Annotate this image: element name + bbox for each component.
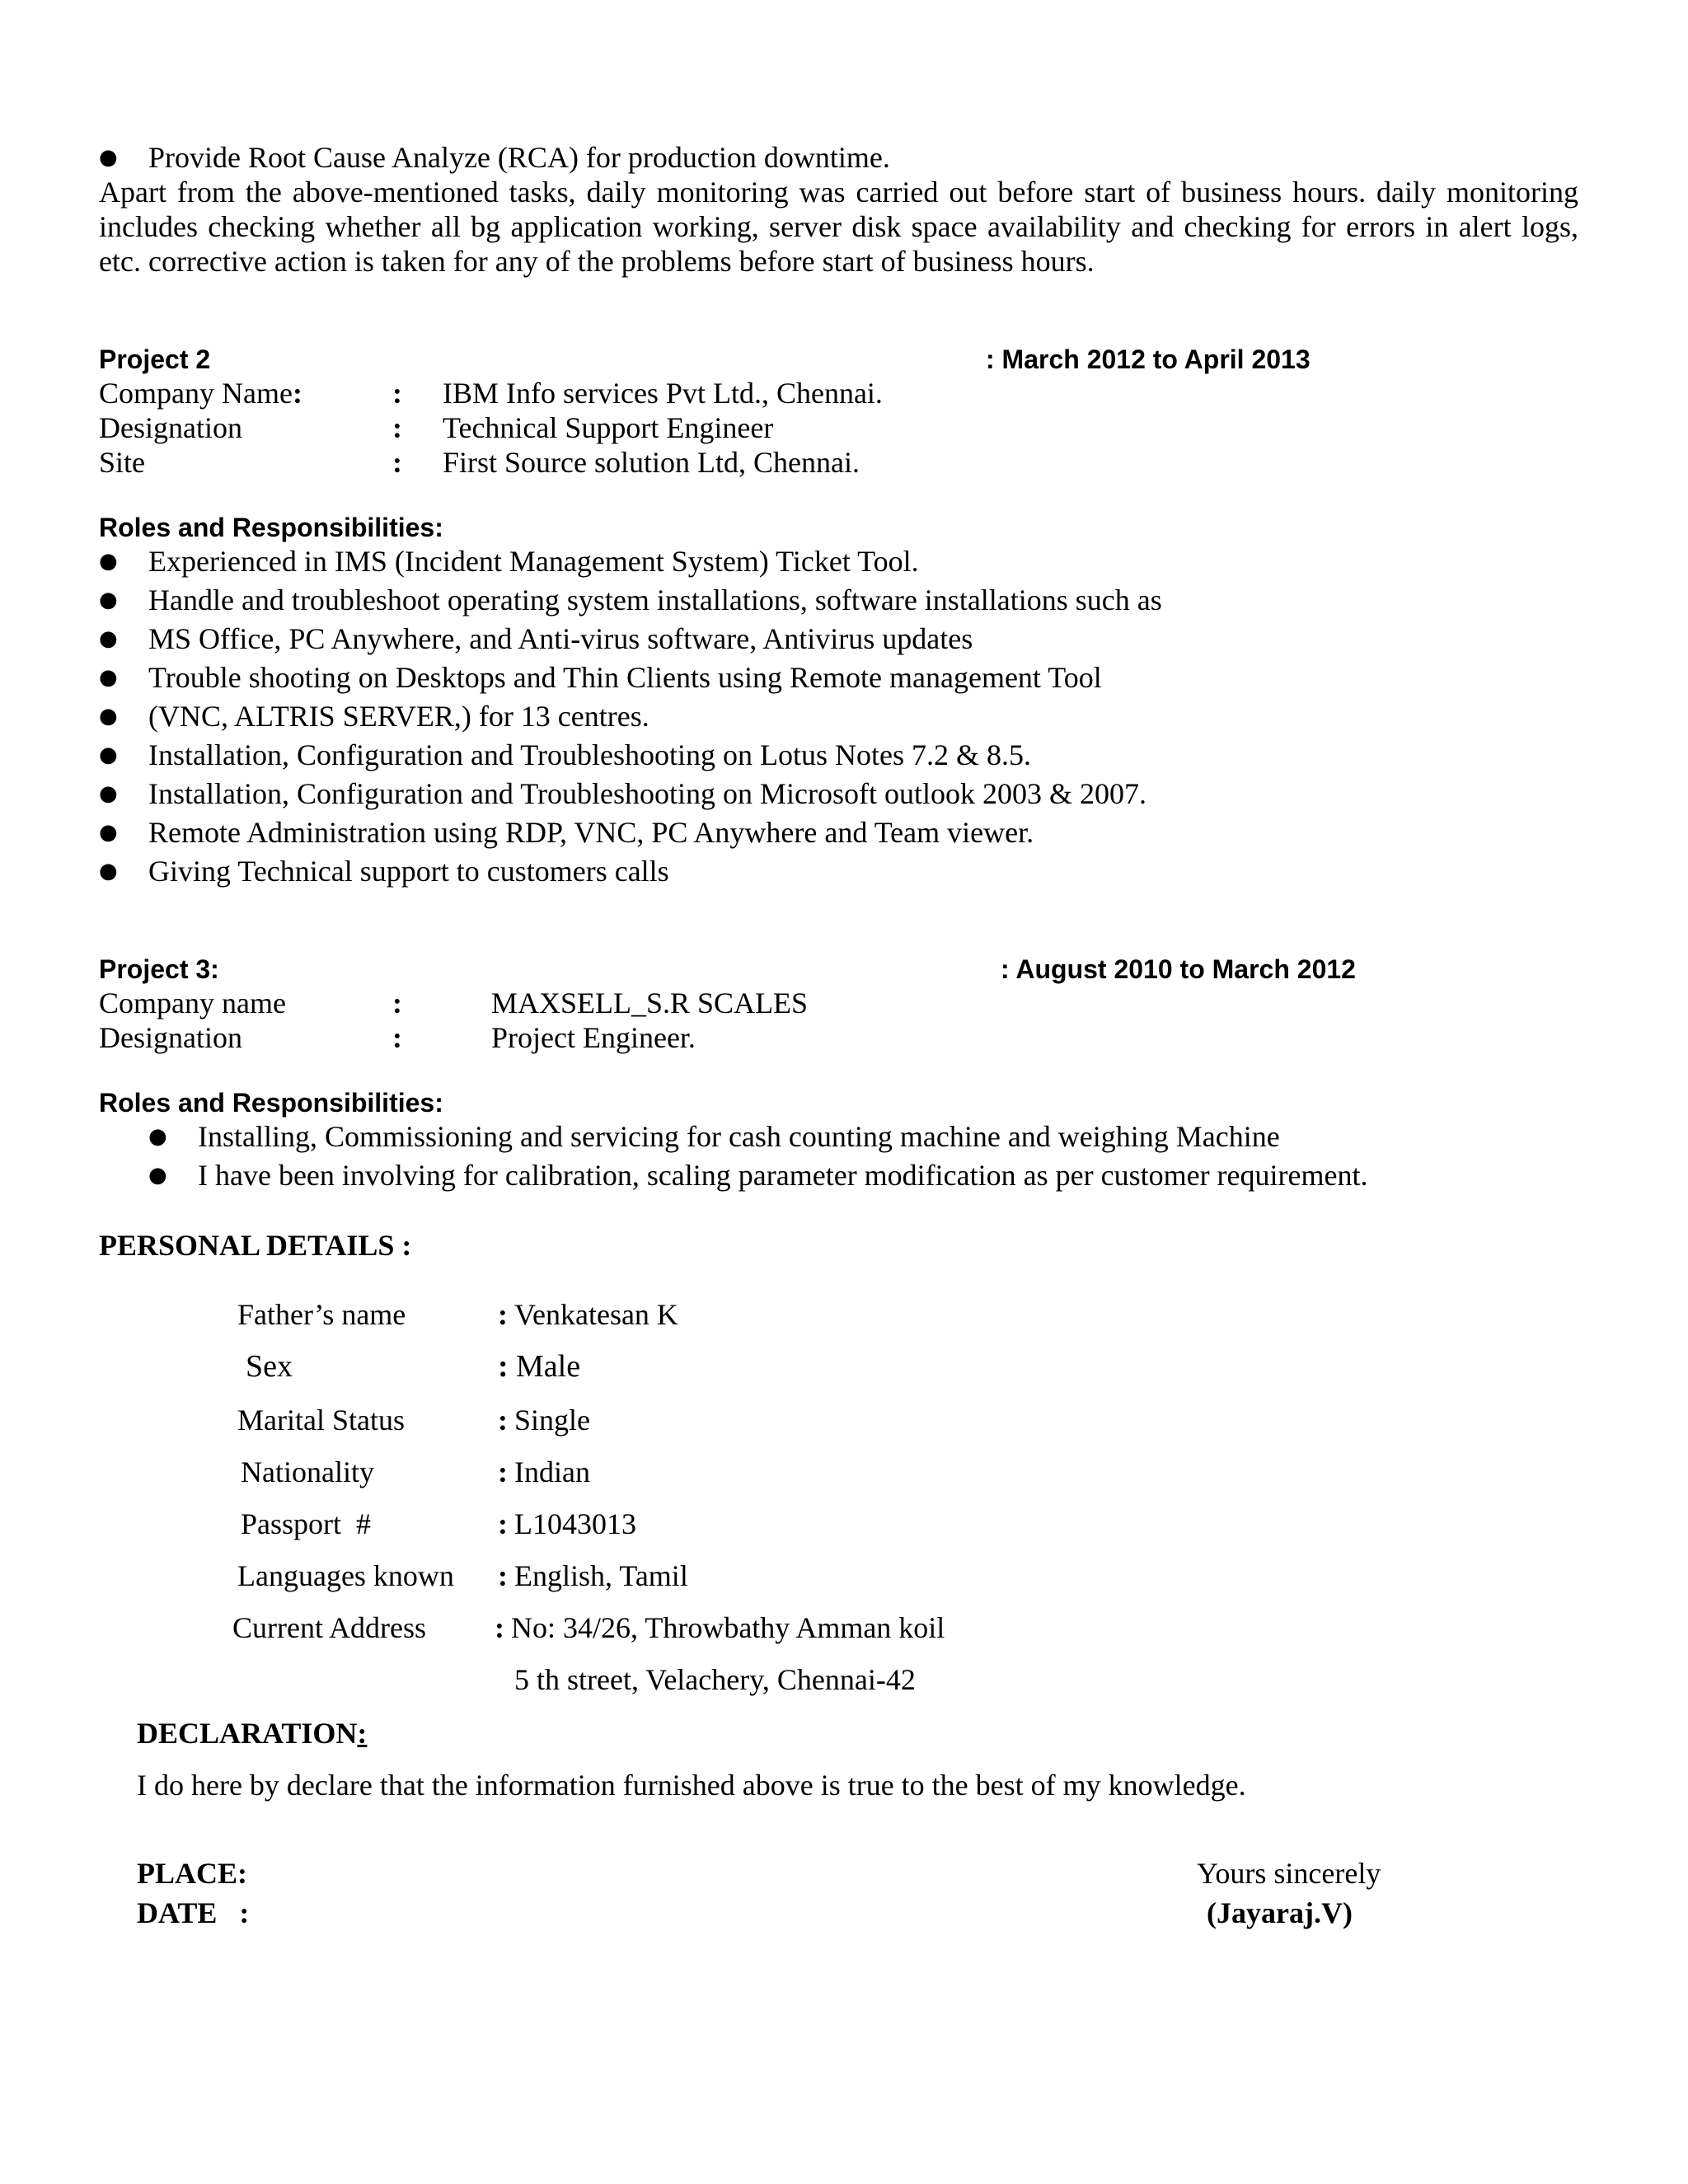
- project3-period: : August 2010 to March 2012: [1001, 954, 1356, 984]
- project3-company-label: Company name: [99, 987, 286, 1019]
- project3-role: I have been involving for calibration, scaling parameter modification as per customer requirement.: [198, 1159, 1368, 1192]
- project3-company-value: MAXSELL_S.R SCALES: [491, 987, 809, 1019]
- bullet-icon: ●: [99, 820, 118, 845]
- intro-bullet-text: Provide Root Cause Analyze (RCA) for production downtime.: [148, 141, 890, 174]
- declaration-heading: DECLARATION:: [137, 1717, 368, 1750]
- place-label: PLACE:: [137, 1857, 247, 1890]
- personal-value-fathers-name: Venkatesan K: [514, 1298, 678, 1331]
- bullet-icon: ●: [99, 781, 118, 806]
- signature-name: (Jayaraj.V): [1207, 1896, 1353, 1929]
- project2-role: Installation, Configuration and Troubleshooting on Lotus Notes 7.2 & 8.5.: [148, 738, 1031, 771]
- personal-details-heading: PERSONAL DETAILS :: [99, 1229, 412, 1262]
- bullet-icon: ●: [99, 145, 118, 170]
- project2-site-label: Site: [99, 446, 146, 479]
- project2-role: Experienced in IMS (Incident Management System) Ticket Tool.: [148, 545, 919, 578]
- personal-label: Nationality: [241, 1455, 374, 1488]
- personal-value-marital-status: Single: [514, 1404, 591, 1436]
- bullet-icon: ●: [148, 1124, 167, 1149]
- personal-sep: :: [498, 1404, 508, 1436]
- personal-label: Marital Status: [237, 1404, 405, 1436]
- project3-designation-label: Designation: [99, 1021, 242, 1054]
- project3-roles-heading: Roles and Responsibilities:: [99, 1088, 443, 1118]
- personal-label: Current Address: [232, 1611, 426, 1644]
- project2-site-sep: :: [392, 446, 402, 479]
- personal-label: Sex: [246, 1349, 293, 1384]
- project2-company-value: IBM Info services Pvt Ltd., Chennai.: [443, 377, 883, 410]
- bullet-icon: ●: [99, 743, 118, 767]
- personal-sep: :: [495, 1611, 504, 1644]
- personal-sep: :: [498, 1298, 508, 1331]
- project2-company-label: Company Name:: [99, 377, 302, 410]
- personal-sep: :: [498, 1559, 508, 1592]
- personal-label: Languages known: [237, 1559, 454, 1592]
- bullet-icon: ●: [99, 588, 118, 612]
- bullet-icon: ●: [99, 704, 118, 729]
- declaration-text: I do here by declare that the information furnished above is true to the best of my knowledge.: [137, 1769, 1246, 1802]
- project2-role: Installation, Configuration and Troubleshooting on Microsoft outlook 2003 & 2007.: [148, 777, 1146, 810]
- personal-value-nationality: Indian: [514, 1455, 590, 1488]
- project3-designation-sep: :: [392, 1021, 402, 1054]
- personal-value-address-line2: 5 th street, Velachery, Chennai-42: [514, 1663, 916, 1696]
- project3-title: Project 3:: [99, 954, 219, 984]
- personal-sep: :: [498, 1349, 509, 1384]
- project2-role: Giving Technical support to customers calls: [148, 855, 669, 888]
- project3-role: Installing, Commissioning and servicing for cash counting machine and weighing Machine: [198, 1120, 1280, 1153]
- project2-role: Handle and troubleshoot operating system installations, software installations such as: [148, 583, 1162, 616]
- project3-designation-value: Project Engineer.: [491, 1021, 696, 1054]
- personal-label: Passport #: [241, 1507, 372, 1540]
- bullet-icon: ●: [99, 859, 118, 883]
- project2-role: MS Office, PC Anywhere, and Anti-virus software, Antivirus updates: [148, 622, 973, 655]
- project3-company-sep: :: [392, 987, 402, 1019]
- project2-role: Trouble shooting on Desktops and Thin Clients using Remote management Tool: [148, 661, 1102, 694]
- project2-roles-heading: Roles and Responsibilities:: [99, 513, 443, 542]
- project2-title: Project 2: [99, 344, 211, 374]
- personal-value-passport: L1043013: [514, 1507, 636, 1540]
- personal-value-address: No: 34/26, Throwbathy Amman koil: [511, 1611, 945, 1644]
- project2-period: : March 2012 to April 2013: [986, 344, 1311, 374]
- personal-value-languages: English, Tamil: [514, 1559, 688, 1592]
- project2-company-sep: :: [392, 377, 402, 410]
- bullet-icon: ●: [99, 549, 118, 574]
- project2-designation-sep: :: [392, 411, 402, 444]
- project2-site-value: First Source solution Ltd, Chennai.: [443, 446, 860, 479]
- project2-designation-label: Designation: [99, 411, 242, 444]
- project2-role: Remote Administration using RDP, VNC, PC Anywhere and Team viewer.: [148, 816, 1034, 849]
- project2-designation-value: Technical Support Engineer: [443, 411, 774, 444]
- closing-text: Yours sincerely: [1197, 1857, 1381, 1890]
- personal-sep: :: [498, 1507, 508, 1540]
- personal-label: Father’s name: [237, 1298, 406, 1331]
- bullet-icon: ●: [99, 665, 118, 690]
- personal-value-sex: Male: [516, 1349, 581, 1384]
- bullet-icon: ●: [148, 1163, 167, 1188]
- bullet-icon: ●: [99, 626, 118, 651]
- intro-paragraph: Apart from the above-mentioned tasks, daily monitoring was carried out before start of business hours. daily monitoring includes checking whether all bg application working, server disk space availability and checking for errors in alert logs, etc. corrective action is taken for any of the problems before start of business hours.: [99, 176, 1578, 278]
- date-label: DATE :: [137, 1896, 250, 1929]
- project2-role: (VNC, ALTRIS SERVER,) for 13 centres.: [148, 700, 649, 733]
- personal-sep: :: [498, 1455, 508, 1488]
